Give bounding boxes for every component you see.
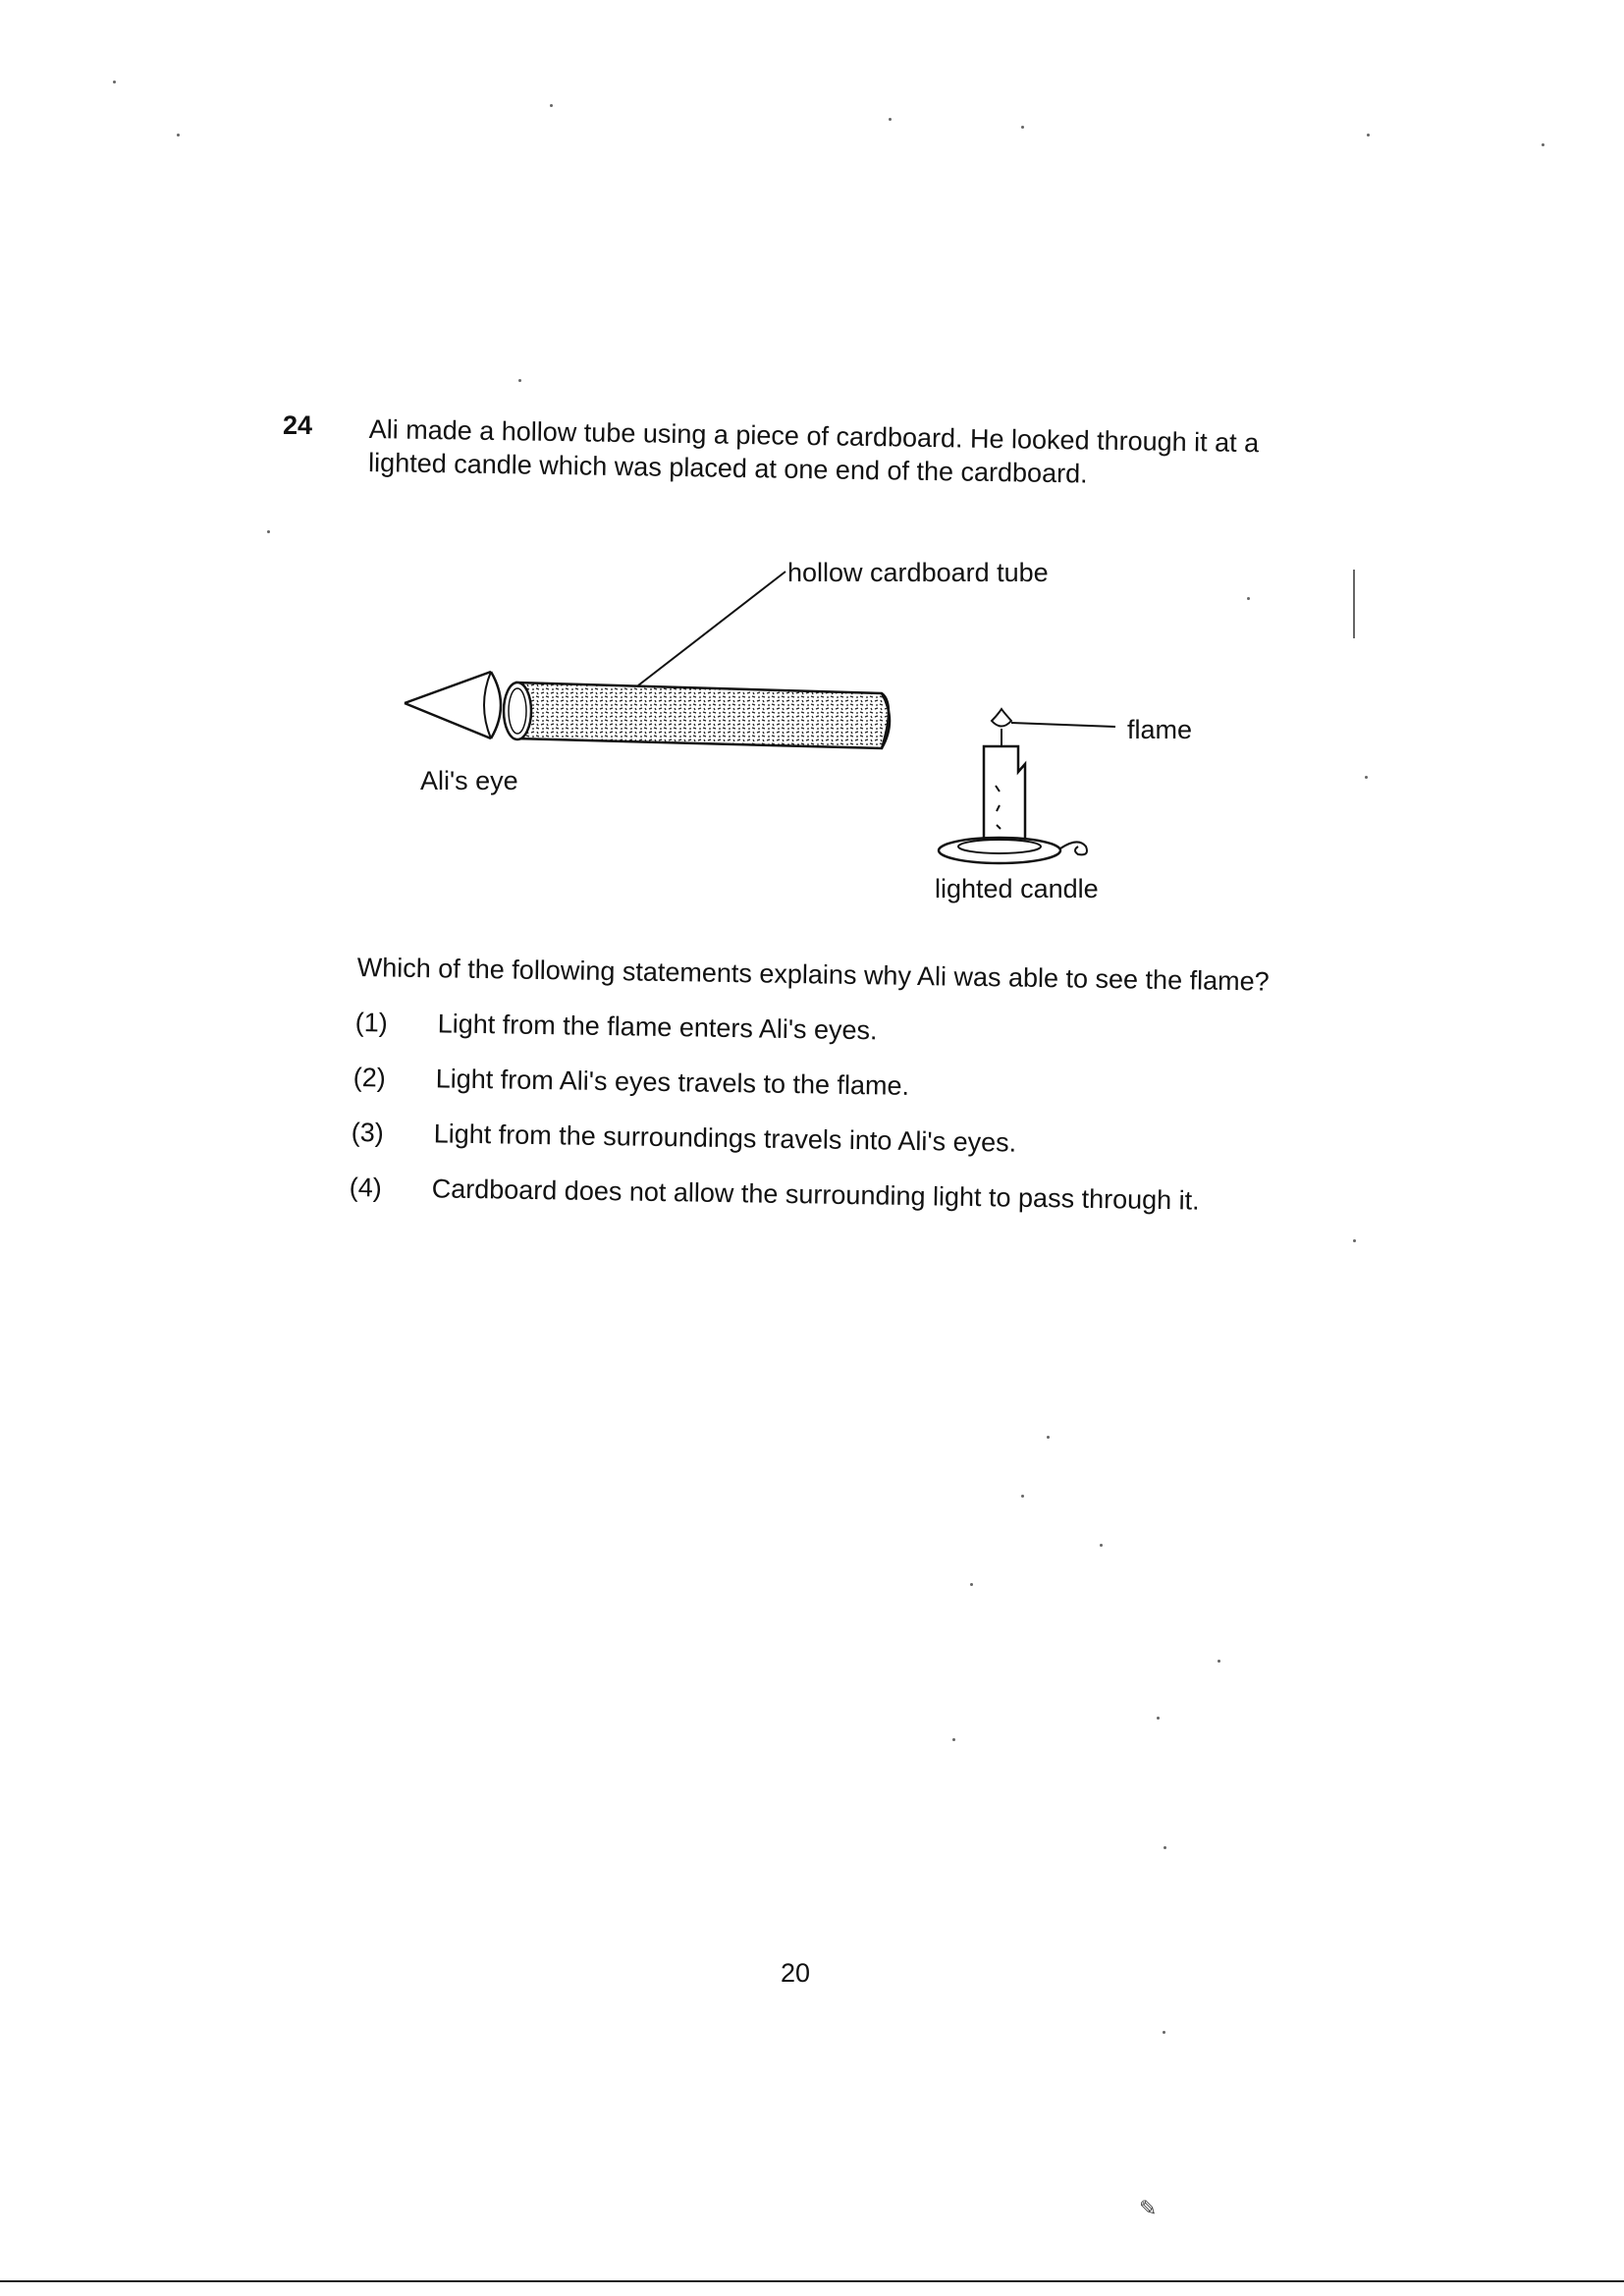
option-3 [352,1118,1017,1159]
eye-icon [405,672,501,738]
option-1 [355,1008,878,1046]
option-text: Light from the surroundings travels into Ali's eyes. [433,1119,1017,1158]
scan-speck [113,81,116,83]
scan-speck [267,530,270,533]
scan-speck [1021,1495,1024,1498]
flame-leader-line [1011,723,1115,727]
question-prompt: Which of the following statements explains why Ali was able to see the flame? [356,953,1270,997]
scan-speck [1365,776,1368,779]
cardboard-tube [504,683,890,748]
scan-speck [1164,1846,1166,1849]
stem-line-2: lighted candle which was placed at one end of the cardboard. [367,447,1088,489]
scan-speck [1157,1717,1160,1720]
scan-speck [1100,1544,1103,1547]
scan-speck [952,1738,955,1741]
tube-label: hollow cardboard tube [787,558,1049,587]
scan-speck [1247,597,1250,600]
tube-leader-line [638,572,785,685]
scan-speck [1021,126,1024,129]
option-4 [350,1173,1200,1217]
option-number: (3) [351,1118,384,1148]
stem-line-1: Ali made a hollow tube using a piece of cardboard. He looked through it at a [368,413,1260,459]
scan-speck [1542,143,1544,146]
scan-speck [1047,1436,1050,1439]
eye-label: Ali's eye [420,766,518,795]
option-number: (1) [354,1008,388,1038]
candle-icon [939,709,1087,863]
scan-speck [970,1583,973,1586]
page-number: 20 [781,1958,811,1988]
scan-speck [550,104,553,107]
scan-smudge: ✎ [1139,2196,1158,2220]
option-text: Light from the flame enters Ali's eyes. [437,1009,878,1046]
scan-speck [1367,134,1370,137]
bottom-rule [0,2280,1624,2282]
option-text: Light from Ali's eyes travels to the flame. [435,1064,910,1101]
scan-speck [1218,1660,1220,1663]
diagram [0,0,1624,982]
scan-speck [1353,1239,1356,1242]
scan-speck [1353,570,1355,638]
flame-label: flame [1127,715,1193,744]
option-number: (2) [352,1063,386,1093]
option-2 [353,1063,910,1102]
option-number: (4) [349,1173,382,1203]
candle-label: lighted candle [935,874,1099,903]
question-number: 24 [283,410,313,440]
option-text: Cardboard does not allow the surrounding light to pass through it. [431,1174,1200,1216]
scan-speck [177,134,180,137]
scan-speck [889,118,892,121]
scan-speck [1163,2031,1165,2034]
scan-speck [518,379,521,382]
